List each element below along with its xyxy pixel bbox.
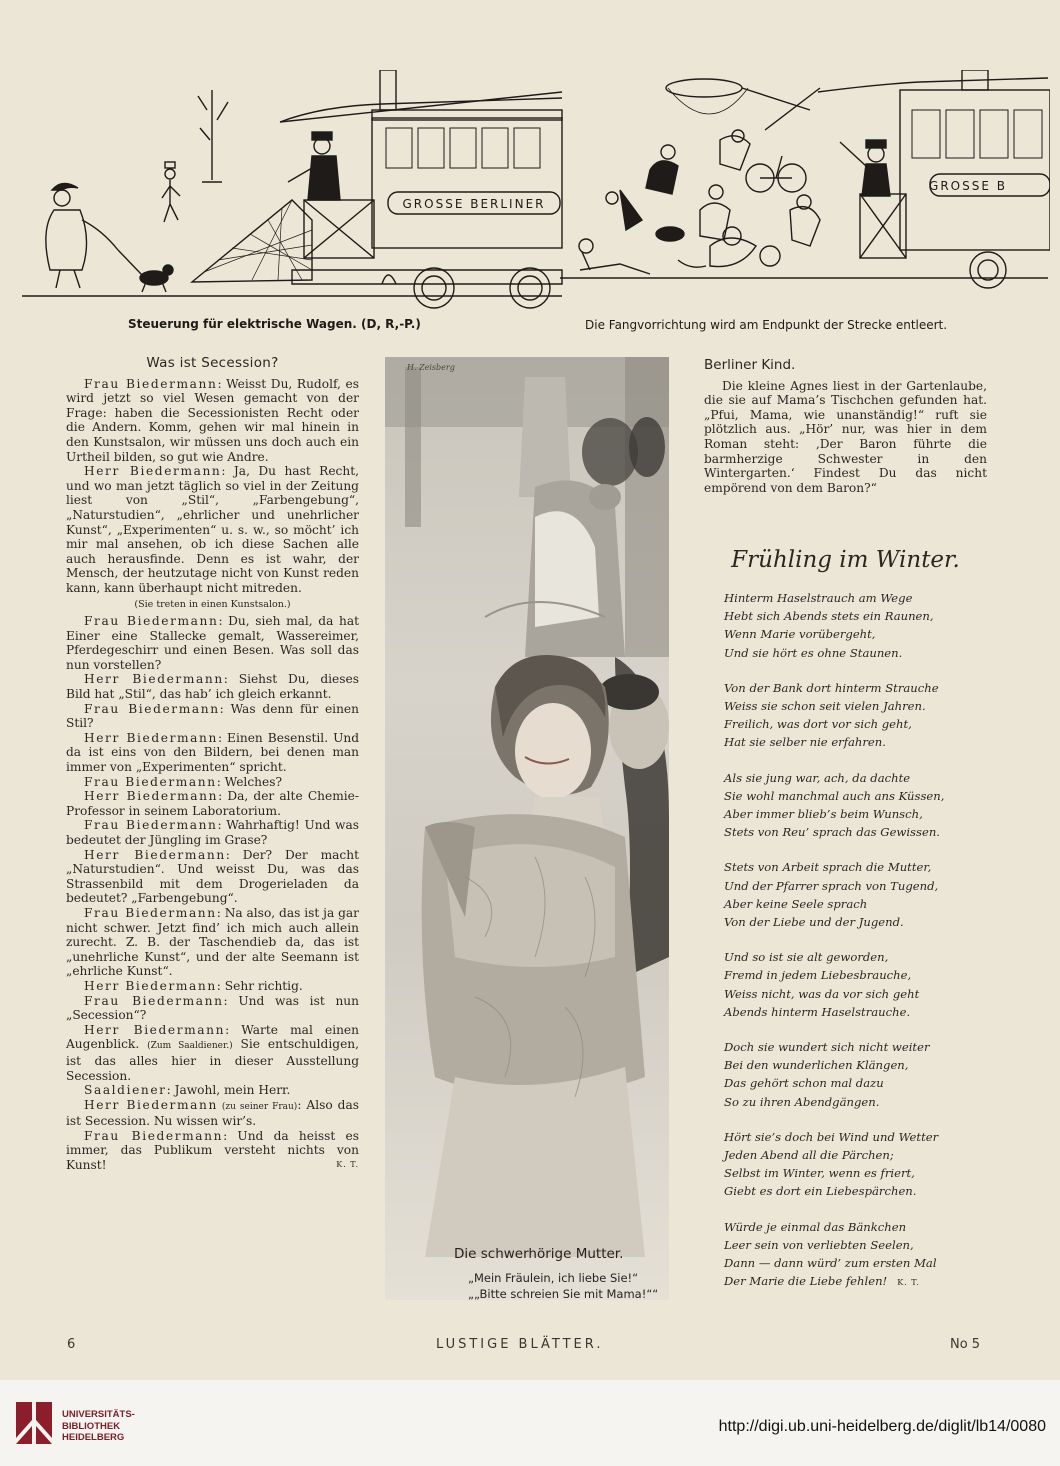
poem-line: Würde je einmal das Bänkchen [724,1219,907,1234]
magazine-title: LUSTIGE BLÄTTER. [436,1337,604,1352]
illustration-caption [454,1246,714,1302]
poem-line: Giebt es dort ein Liebespärchen. [724,1184,917,1199]
poem-stanza [724,1128,987,1201]
library-name-line-2: BIBLIOTHEK [62,1420,121,1432]
speaker-name: Frau Biedermann [84,818,218,833]
poem-line: Stets von Arbeit sprach die Mutter, [724,860,932,875]
speaker-name: Saaldiener [84,1083,167,1098]
poem-line: Selbst im Winter, wenn es friert, [724,1166,915,1181]
cartoon-tram-steering [22,70,570,310]
poem-line: Stets von Reu’ sprach das Gewissen. [724,825,940,840]
speaker-name: Herr Biedermann [84,672,224,687]
dialogue-line: Herr Biedermann: Siehst Du, dieses Bild hat „Stil“, das hab’ ich gleich erkannt. [66,672,359,702]
page-number: 6 [67,1337,76,1352]
poem-line: So zu ihren Abendgängen. [724,1094,880,1109]
dialogue-line: Herr Biedermann: Ja, Du hast Recht, und wo man jetzt täglich so viel in der Zeitung liest von „Stil“, „Farbengebung“, „Naturstudien“, „ehrlicher und unehrlicher Kunst“, „Experimenten“ u. s. w., so möcht’ ich mir mal ansehen, ob ich diese Sachen alle auch herausfinde. Denn es ist wahr, der Mensch, der heutzutage nicht von Kunst reden kann, kann überhaupt nicht mitreden. [66,464,360,595]
cartoon-caption-left: Steuerung für elektrische Wagen. (D, R,-P.) [128,317,421,331]
speaker-name: Herr Biedermann [84,978,217,993]
poem-line: Wenn Marie vorübergeht, [724,627,876,642]
issue-number: No 5 [950,1337,981,1352]
dialogue-line: Herr Biedermann: Sehr richtig. [84,978,303,993]
poem-stanza [724,948,987,1021]
dialogue-line: Herr Biedermann: Warte mal einen Augenblick. (Zum Saaldiener.) Sie entschuldigen, ist das alles hier in dieser Ausstellung Secession. [66,1022,359,1083]
tram-sign-text: GROSSE BERLINER [402,197,546,211]
poem-stanza [724,589,987,662]
poem-line: Jeden Abend all die Pärchen; [724,1148,894,1163]
cartoon-caption-right: Die Fangvorrichtung wird am Endpunkt der Strecke entleert. [585,318,948,332]
speaker-name: Frau Biedermann [84,614,219,629]
poem-line: Doch sie wundert sich nicht weiter [724,1040,930,1055]
poem-line: Von der Liebe und der Jugend. [724,915,904,930]
speaker-name: Frau Biedermann [84,905,217,920]
speaker-name: Herr Biedermann [84,464,222,479]
aside: (zu seiner Frau) [217,1101,298,1112]
article-title: Was ist Secession? [146,355,279,371]
aside: (Zum Saaldiener.) [147,1041,233,1052]
poem-line: Weiss sie schon seit vielen Jahren. [724,699,926,714]
dialogue-line: Frau Biedermann: Welches? [84,774,283,789]
poem-line: Hat sie selber nie erfahren. [724,735,886,750]
dialogue-line: Saaldiener: Jawohl, mein Herr. [84,1083,291,1098]
speaker-name: Frau Biedermann [84,376,218,391]
dialogue-line: Herr Biedermann: Der? Der macht „Naturstudien“. Und weisst Du, was das Strassenbild mit dem Drogerieladen da bedeutet? „Farbengebung“. [66,847,360,906]
artist-signature: H. Zeisberg [407,363,455,372]
library-name [62,1409,135,1444]
dialogue-body [66,377,359,1173]
dialogue-line: Frau Biedermann: Du, sieh mal, da hat Einer eine Stallecke gemalt, Wassereimer, Pferdegeschirr und einen Besen. Was soll das nun vorstellen? [66,614,359,672]
tram-sign-text: GROSSE B [929,179,1007,193]
poem-stanza [724,858,987,931]
article-text: Die kleine Agnes liest in der Gartenlaube, die sie auf Mama’s Tischchen gefunden hat. „Pfui, Mama, wie unanständig!“ ruft sie plötzlich aus. „Hör’ nur, was hier in dem Roman steht: ‚Der Baron führte die barmherzige Schwester in den Wintergarten.‘ Findest Du das nicht empörend von dem Baron?“ [704,378,987,495]
poem-stanza [724,769,987,842]
dialogue-line: Frau Biedermann: Wahrhaftig! Und was bedeutet der Jüngling im Grase? [66,818,359,847]
library-name-line-3: HEIDELBERG [62,1432,125,1443]
illustration-panel [385,357,669,1300]
poem-stanza [724,1038,987,1111]
dialogue-line: Frau Biedermann: Und da heisst es immer, das Publikum versteht nichts von Kunst! K. T. [66,1128,359,1173]
speaker-name: Frau Biedermann [84,993,224,1008]
author-signature: K. T. [336,1160,359,1170]
poem-line: Das gehört schon mal dazu [724,1076,884,1091]
poem-line: Als sie jung war, ach, da dachte [724,770,911,785]
poem-line: Hört sie’s doch bei Wind und Wetter [724,1129,939,1144]
poem-line: Und der Pfarrer sprach von Tugend, [724,878,939,893]
speaker-name: Herr Biedermann [84,730,218,745]
poem-line: Bei den wunderlichen Klängen, [724,1058,909,1073]
speaker-name: Herr Biedermann [84,847,226,862]
dialogue-line: Herr Biedermann: Da, der alte Chemie-Professor in seinem Laboratorium. [66,789,359,818]
speaker-name: Frau Biedermann [84,701,220,716]
stage-direction: (Sie treten in einen Kunstsalon.) [134,598,291,610]
article-was-ist-secession [66,356,359,1173]
dialogue-line: Herr Biedermann: Einen Besenstil. Und da ist eins von den Bildern, bei denen man immer von „Experimenten“ spricht. [66,730,359,775]
article-berliner-kind [704,358,987,495]
poem-stanza [724,1218,987,1293]
poem-line: Sie wohl manchmal auch ans Küssen, [724,788,945,803]
poem-line: Von der Bank dort hinterm Strauche [724,680,939,695]
poem-line: Dann — dann würd’ zum ersten Mal [724,1256,937,1271]
poem-line: Aber immer blieb’s beim Wunsch, [724,807,923,822]
article-title: Berliner Kind. [704,357,796,373]
speaker-name: Frau Biedermann [84,774,217,789]
library-logo-icon [12,1398,56,1448]
poem-line: Und so ist sie alt geworden, [724,950,889,965]
poem-title: Frühling im Winter. [731,547,960,573]
speaker-name: Frau Biedermann [84,1128,224,1143]
speaker-name: Herr Biedermann [84,789,219,804]
cartoon-tram-catcher [560,70,1050,310]
source-url-link[interactable]: http://digi.ub.uni-heidelberg.de/diglit/lb14/0080 [718,1418,1046,1435]
speaker-name: Herr Biedermann [84,1022,226,1037]
poem-line: Weiss nicht, was da vor sich geht [724,986,920,1001]
speaker-name: Herr Biedermann [84,1097,218,1112]
caption-line-2: „„Bitte schreien Sie mit Mama!““ [468,1287,659,1301]
caption-title: Die schwerhörige Mutter. [454,1246,624,1262]
poem-line: Hebt sich Abends stets ein Raunen, [724,609,934,624]
dialogue-line: Herr Biedermann (zu seiner Frau): Also das ist Secession. Nu wissen wir’s. [66,1097,360,1129]
poem-body [704,589,987,1293]
poem-line: Freilich, was dort vor sich geht, [724,717,912,732]
poem-line: Aber keine Seele sprach [724,896,868,911]
poem-line: Leer sein von verliebten Seelen, [724,1237,914,1252]
poem-line: Hinterm Haselstrauch am Wege [724,591,913,605]
poem-stanza [724,679,987,752]
library-bar [0,1380,1060,1466]
dialogue-line: Frau Biedermann: Und was ist nun „Secession“? [66,993,359,1023]
dialogue-line: Frau Biedermann: Weisst Du, Rudolf, es wird jetzt so viel Wesen gemacht von der Frage: haben die Secessionisten Recht oder die Andern. Komm, gehen wir mal hinein in den Kunstsalon, wir müssen uns doch auch ein Urtheil bilden, so gut wie Andre. [66,376,359,464]
poem-line: Und sie hört es ohne Staunen. [724,645,903,660]
poem-fruehling-im-winter [704,547,987,1310]
caption-line-1: „Mein Fräulein, ich liebe Sie!“ [468,1271,639,1285]
library-name-line-1: UNIVERSITÄTS- [62,1409,135,1420]
author-signature: K. T. [897,1278,920,1288]
poem-line: Der Marie die Liebe fehlen! K. T. [724,1274,920,1289]
dialogue-line: Frau Biedermann: Na also, das ist ja gar nicht schwer. Jetzt find’ ich mich auch allein zurecht. Z. B. der Taschendieb da, das ist „unehrliche Kunst“, und der alte Seemann ist „ehrliche Kunst“. [66,905,359,979]
dialogue-line: Frau Biedermann: Was denn für einen Stil? [66,701,359,731]
poem-line: Fremd in jedem Liebesbrauche, [724,968,912,983]
poem-line: Abends hinterm Haselstrauche. [724,1004,911,1019]
